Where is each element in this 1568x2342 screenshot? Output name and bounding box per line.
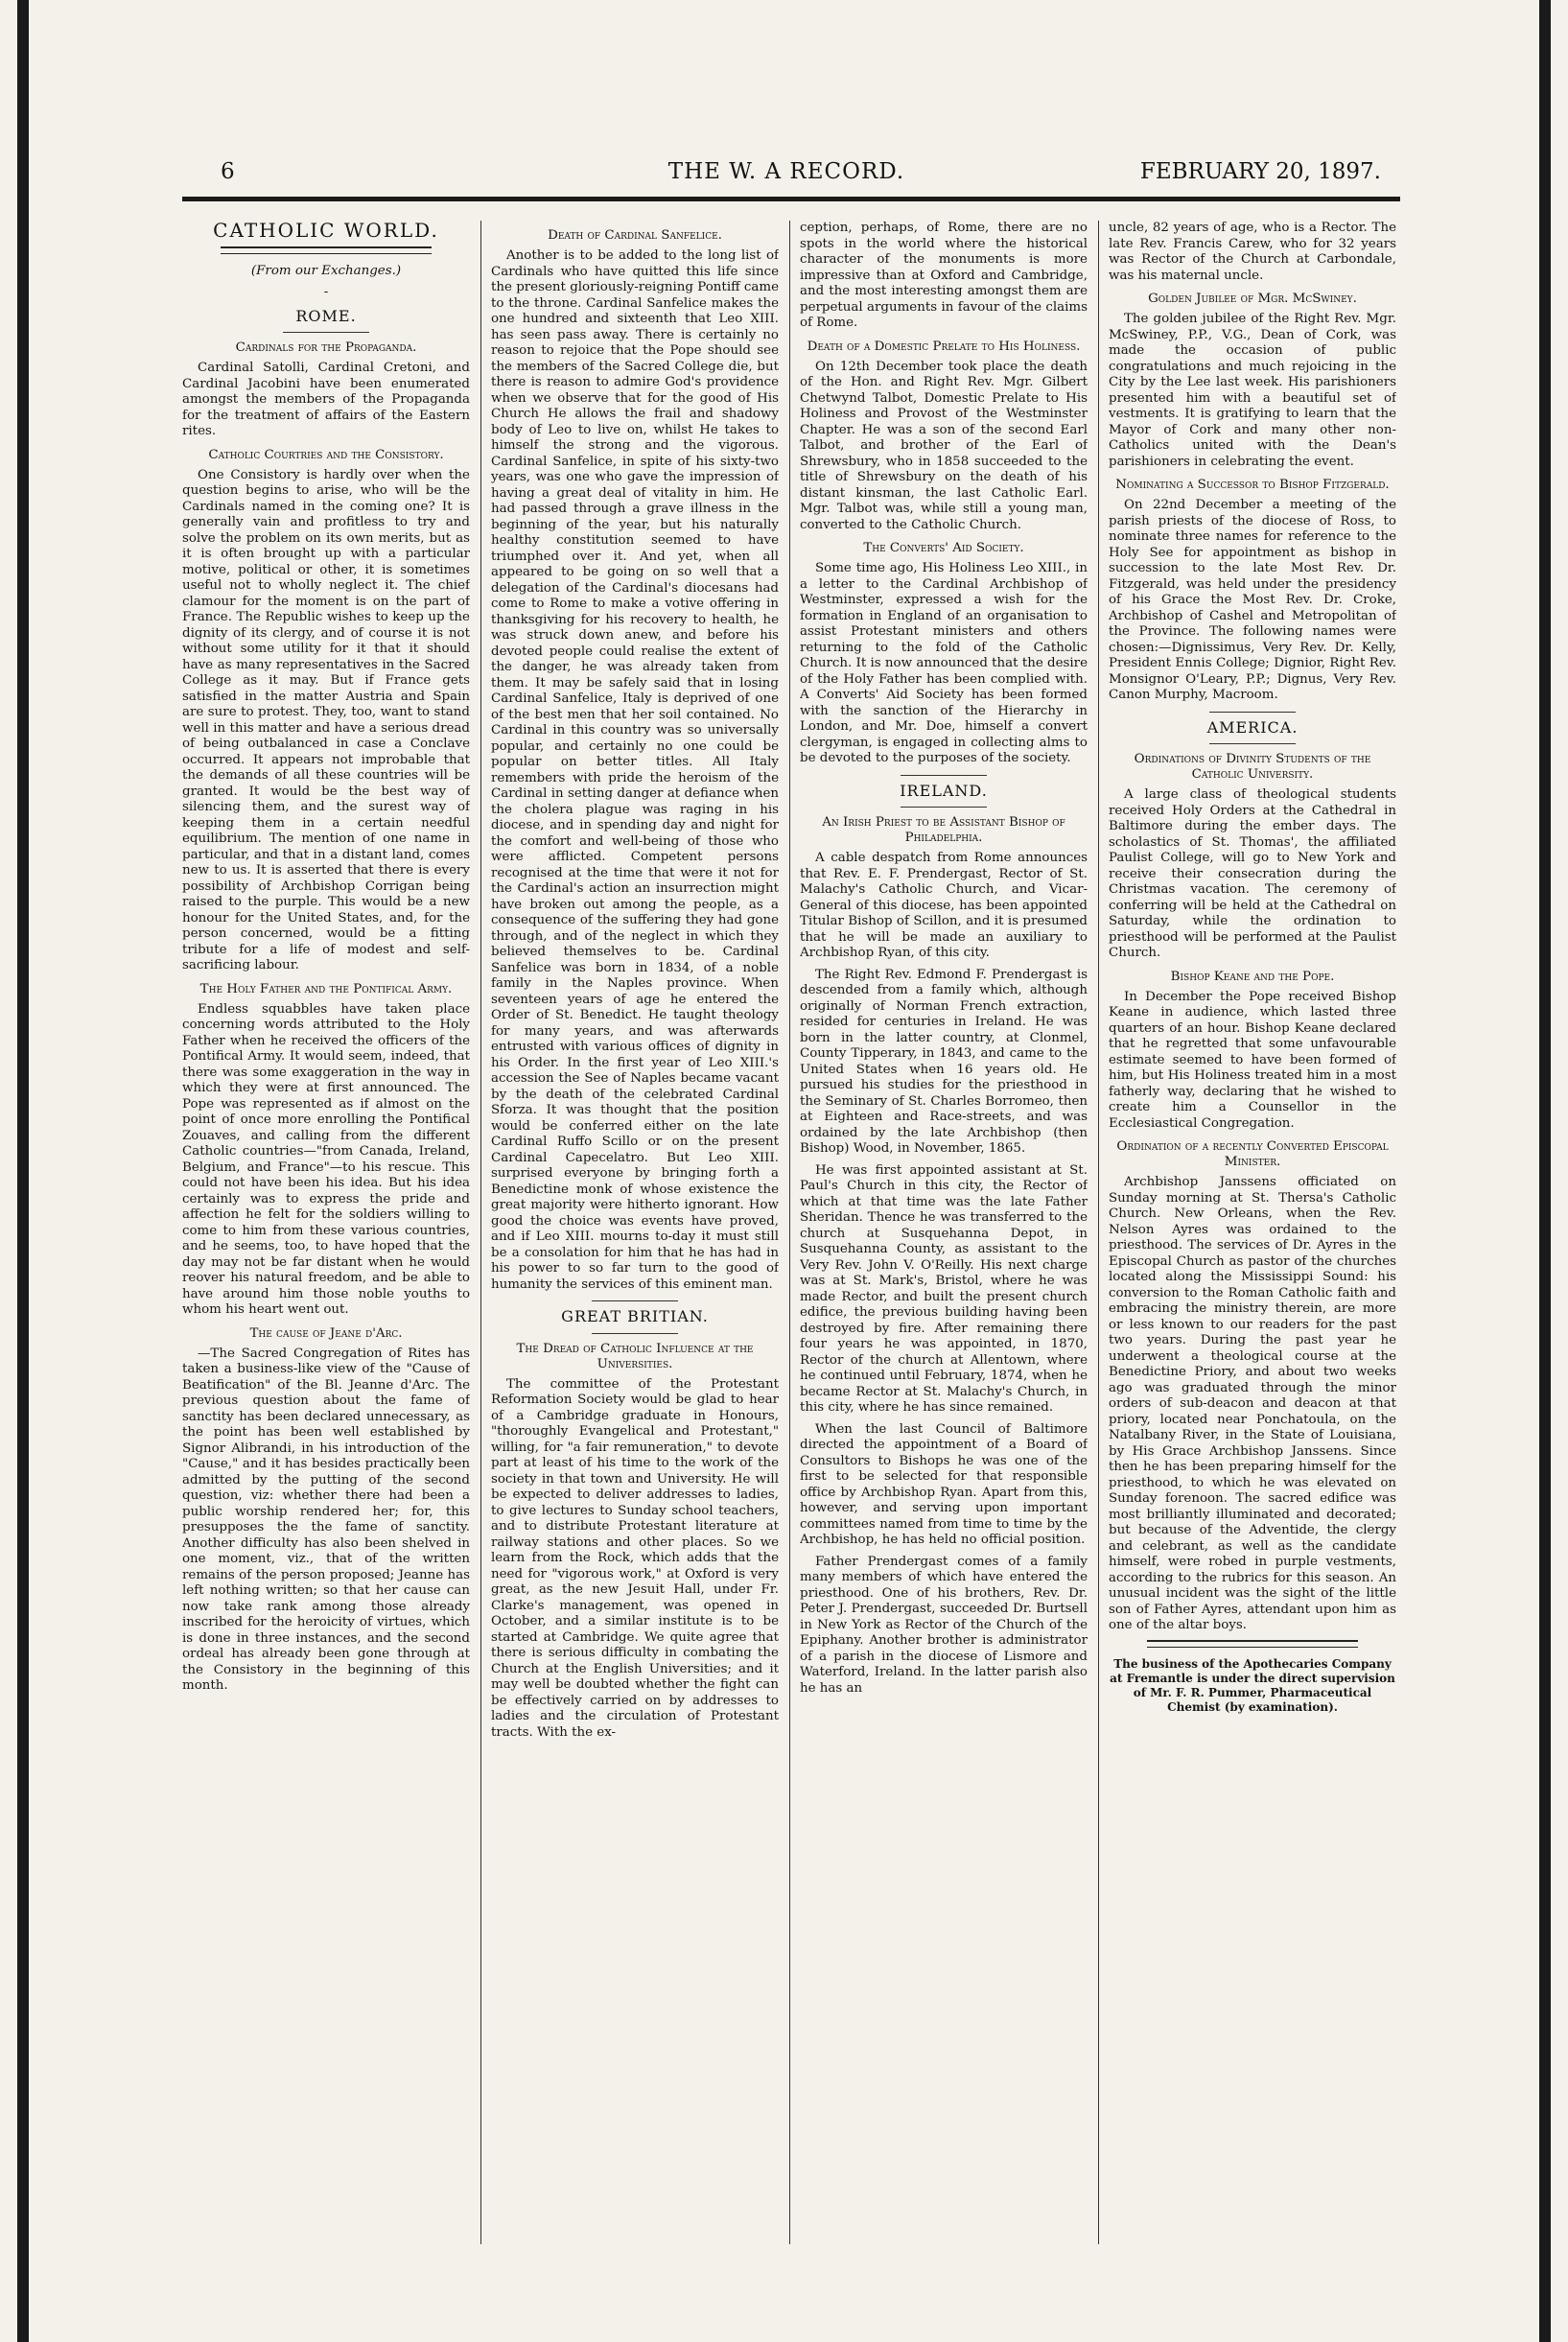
article-text: Another is to be added to the long list of Cardinals who have quitted this life since the present gloriously-reigning Pontiff came to the throne. Cardinal Sanfelice makes the one hundred and sixteenth that Leo XIII. has seen pass away. There is certainly no reason to rejoice that the Pope should see the members of the Sacred College die, but there is reason to admire God's providence when we observe that for the good of His Church He allows the frail and shadowy body of Leo to live on, whilst He takes to himself the strong and the vigorous. Cardinal Sanfelice, in spite of his sixty-two years, was one who gave the impression of having a great deal of vitality in him. He had passed through a grave illness in the beginning of the year, but his naturally healthy constitution seemed to have triumphed over it. And yet, when all appeared to be going on so well that a delegation of the Cardinal's diocesans had come to Rome to make a votive offering in thanksgiving for his recovery to health, he was struck down anew, and before his devoted people could realise the extent of the danger, he was already taken from them. It may be safely said that in losing Cardinal Sanfelice, Italy is deprived of one of the best men that her soil contained. No Cardinal in this country was so universally popular, and certainly no one could be popular on better titles. All Italy remembers with pride the heroism of the Cardinal in setting danger at defiance when the cholera plague was raging in his diocese, and in spending day and night for the comfort and well-being of those who were afflicted. Competent persons recognised at the time that were it not for the Cardinal's action an insurrection might have broken out among the people, as a consequence of the suffering they had gone through, and of the neglect in which they believed themselves to be. Cardinal Sanfelice was born in 1834, of a noble family in the Naples province. When seventeen years of age he entered the Order of St. Benedict. He taught theology for many years, and was afterwards entrusted with various offices of dignity in his Order. In the first year of Leo XIII.'s accession the See of Naples became vacant by the death of the celebrated Cardinal Sforza. It was thought that the position would be conferred either on the late Cardinal Ruffo Scillo or on the present Cardinal Capecelatro. But Leo XIII. surprised everyone by bringing forth a Benedictine monk of whose existence the great majority were hitherto ignorant. How good the choice was events have proved, and if Leo XIII. mourns to-day it must still be a consolation for him that he has had in his power to so far turn to the good of humanity the services of this eminent man. [491,248,779,1292]
column-3 [800,221,1088,2244]
columns [182,221,1400,2244]
section-title: CATHOLIC WORLD. [213,221,439,242]
article-heading: The Holy Father and the Pontifical Army. [199,981,453,996]
divider [592,1333,678,1334]
article-heading: Ordination of a recently Converted Episcopal Minister. [1116,1139,1389,1169]
ornament-rule [221,246,432,254]
article-text: A large class of theological students received Holy Orders at the Cathedral in Baltimore during the ember days. The scholastics of St. Thomas', the affiliated Paulist College, will go to New York and receive their consecration during the Christmas vacation. The ceremony of conferring will be held at the Cathedral on Saturday, while the ordination to priesthood will be performed at the Paulist Church. [1109,787,1396,960]
divider [592,1300,678,1301]
ornament-rule [1147,1640,1358,1648]
section-heading: IRELAND. [900,781,988,800]
article-text: The golden jubilee of the Right Rev. Mgr. McSwiney, P.P., V.G., Dean of Cork, was made the occasion of public congratulations and much rejoicing in the City by the Lee last week. His parishioners presented him with a beautiful set of vestments. It is gratifying to learn that the Mayor of Cork and many other non-Catholics united with the Dean's parishioners in celebrating the event. [1109,312,1396,469]
article-heading: Golden Jubilee of Mgr. McSwiney. [1148,292,1357,306]
article-heading: Ordinations of Divinity Students of the Catholic University. [1134,752,1371,782]
column-4 [1109,221,1396,2244]
article-heading: The Converts' Aid Society. [863,541,1024,555]
article-heading: Bishop Keane and the Pope. [1170,969,1335,984]
article-heading: Cardinals for the Propaganda. [235,340,417,355]
dash: - [323,285,329,299]
article-text: The committee of the Protestant Reformation Society would be glad to hear of a Cambridge graduate in Honours, "thoroughly Evangelical and Protestant," willing, for "a fair remuneration," to devote part at least of his time to the work of the society in that town and University. He will be expected to deliver addresses to ladies, to give lectures to Sunday school teachers, and to distribute Protestant literature at railway stations and other places. So we learn from the Rock, which adds that the need for "vigorous work," at Oxford is very great, as the new Jesuit Hall, under Fr. Clarke's management, was opened in October, and a similar institute is to be started at Cambridge. We quite agree that there is serious difficulty in combating the Church at the English Universities; and it may well be doubted whether the fight can be effectively carried on by addresses to ladies and the circulation of Protestant tracts. With the ex- [491,1376,779,1740]
divider [1209,743,1296,744]
article-heading: An Irish Priest to be Assistant Bishop of Philadelphia. [822,815,1065,845]
page-header [182,153,1400,192]
article-text: In December the Pope received Bishop Keane in audience, which lasted three quarters of an hour. Bishop Keane declared that he regretted that some unfavourable estimate seemed to have been formed of him, but His Holiness treated him in a most fatherly way, declaring that he wished to create him a Counsellor in the Ecclesiastical Congregation. [1109,989,1396,1131]
article-text: A cable despatch from Rome announces that Rev. E. F. Prendergast, Rector of St. Malachy's Catholic Church, and Vicar-General of this diocese, has been appointed Titular Bishop of Scillon, and it is presumed that he will be made an auxiliary to Archbishop Ryan, of this city. [800,851,1088,960]
article-text: The Right Rev. Edmond F. Prendergast is descended from a family which, although originally of Norman French extraction, resided for centuries in Ireland. He was born in the latter country, at Clonmel, County Tipperary, in 1843, and came to the United States when 16 years old. He pursued his studies for the priesthood in the Seminary of St. Charles Borromeo, then at Eighteen and Race-streets, and was ordained by the late Archbishop (then Bishop) Wood, in November, 1865. [800,967,1088,1156]
header-rule [182,197,1400,201]
article-text: One Consistory is hardly over when the question begins to arise, who will be the Cardinals named in the coming one? It is generally vain and profitless to try and solve the problem on its own merits, but as it is often brought up with a particular motive, political or other, it is sometimes useful not to wholly neglect it. The chief clamour for the moment is on the part of France. The Republic wishes to keep up the dignity of its clergy, and of course it is not without some utility for it that it should have as many representatives in the Sacred College as it may. But if France gets satisfied in the matter Austria and Spain are sure to protest. They, too, want to stand well in this matter and have a serious dread of being outbalanced in case a Conclave occurred. It appears not improbable that the demands of all these countries will be granted. It would be the best way of silencing them, and the surest way of keeping them in a certain needful equilibrium. The mention of one name in particular, and that in a distant land, comes new to us. It is asserted that there is every possibility of Archbishop Corrigan being raised to the purple. This would be a new honour for the United States, and, for the person concerned, would be a fitting tribute for a life of modest and self-sacrificing labour. [182,467,470,972]
column-1 [182,221,470,2244]
article-text: ception, perhaps, of Rome, there are no spots in the world where the historical character of the monuments is more impressive than at Oxford and Cambridge, and the most interesting amongst them are perpetual arguments in favour of the claims of Rome. [800,221,1088,330]
article-heading: The Dread of Catholic Influence at the Universities. [516,1341,754,1371]
subtitle: (From our Exchanges.) [250,263,402,278]
newspaper-page [182,153,1400,2263]
article-text: —The Sacred Congregation of Rites has taken a business-like view of the "Cause of Beatification" of the Bl. Jeanne d'Arc. The previous question about the fame of sanctity has been declared unnecessary, as the point has been well established by Signor Alibrandi, in his introduction of the "Cause," and it has besides practically been admitted by the putting of the second question, viz: whether there had been a public worship rendered her; for, this presupposes the the fame of sanctity. Another difficulty has also been shelved in one moment, viz., that of the written remains of the person proposed; Jeanne has left nothing written; so that her cause can now take rank among those already inscribed for the heroicity of virtues, which is done in three instances, and the second ordeal has already been gone through at the Consistory in the beginning of this month. [182,1346,470,1693]
article-text: Endless squabbles have taken place concerning words attributed to the Holy Father when he received the officers of the Pontifical Army. It would seem, indeed, that there was some exaggeration in the way in which they were at first announced. The Pope was represented as if almost on the point of once more enrolling the Pontifical Zouaves, and calling from the different Catholic countries—"from Canada, Ireland, Belgium, and France"—to his rescue. This could not have been his idea. But his idea certainly was to express the pride and affection he felt for the soldiers willing to come to him from these various countries, and he seems, too, to have hoped that the day may not be far distant when he would reover his natural freedom, and be able to have around him those noble youths to whom his heart went out. [182,1001,470,1317]
section-heading: ROME. [295,306,357,325]
article-text: Some time ago, His Holiness Leo XIII., in a letter to the Cardinal Archbishop of Westminster, expressed a wish for the formation in England of an organisation to assist Protestant ministers and others returning to the fold of the Catholic Church. It is now announced that the desire of the Holy Father has been complied with. A Converts' Aid Society has been formed with the sanction of the Hierarchy in London, and Mr. Doe, himself a convert clergyman, is engaged in collecting alms to be devoted to the purposes of the society. [800,561,1088,765]
page-number: 6 [221,159,235,184]
article-text: He was first appointed assistant at St. Paul's Church in this city, the Rector of which at that time was the late Father Sheridan. Thence he was transferred to the church at Susquehanna Depot, in Susquehanna County, as assistant to the Very Rev. John V. O'Reilly. His next charge was at St. Mark's, Bristol, where he was made Rector, and built the present church edifice, the previous building having been destroyed by fire. After remaining there four years he was appointed, in 1870, Rector of the church at Allentown, where he continued until February, 1874, when he became Rector at St. Malachy's Church, in this city, where he has since remained. [800,1162,1088,1415]
issue-date: FEBRUARY 20, 1897. [1139,159,1381,184]
newspaper-title: THE W. A RECORD. [667,159,905,184]
article-text: On 12th December took place the death of the Hon. and Right Rev. Mgr. Gilbert Chetwynd Talbot, Domestic Prelate to His Holiness and Provost of the Westminster Chapter. He was a son of the second Earl Talbot, and brother of the Earl of Shrewsbury, who in 1858 succeeded to the title of Shrewsbury on the death of his distant kinsman, the last Catholic Earl. Mgr. Talbot was, while still a young man, converted to the Catholic Church. [800,359,1088,532]
article-text: Archbishop Janssens officiated on Sunday morning at St. Thersa's Catholic Church. New Orleans, when the Rev. Nelson Ayres was ordained to the priesthood. The services of Dr. Ayres in the Episcopal Church as pastor of the churches located along the Mississippi Sound: his conversion to the Roman Catholic faith and embracing the ministry therein, are more or less known to our readers for the past two years. During the past year he underwent a theological course at the Benedictine Priory, and about two weeks ago was graduated through the minor orders of sub-deacon and deacon at that priory, located near Ponchatoula, on the Natalbany River, in the State of Louisiana, by His Grace Archbishop Janssens. Since then he has been preparing himself for the priesthood, to which he was elevated on Sunday forenoon. The sacred edifice was most brilliantly illuminated and decorated; but because of the Adventide, the clergy and celebrant, as well as the candidate himself, were robed in purple vestments, according to the rubrics for this season. An unusual incident was the sight of the little son of Father Ayres, attendant upon him as one of the altar boys. [1109,1175,1396,1632]
article-heading: Catholic Courtries and the Consistory. [208,447,444,462]
divider [1209,712,1296,713]
page-frame-left [17,0,29,2342]
article-text: Cardinal Satolli, Cardinal Cretoni, and Cardinal Jacobini have been enumerated amongst the members of the Propaganda for the treatment of affairs of the Eastern rites. [182,361,470,438]
section-heading: AMERICA. [1206,717,1299,737]
section-heading: GREAT BRITIAN. [561,1307,709,1325]
article-heading: Death of Cardinal Sanfelice. [548,228,722,243]
advertisement-note: The business of the Apothecaries Company at Fremantle is under the direct supervision of Mr. F. R. Pummer, Pharmaceutical Chemist (by examination). [1110,1656,1395,1714]
divider [901,775,987,776]
article-heading: Death of a Domestic Prelate to His Holiness. [807,339,1081,354]
article-text: On 22nd December a meeting of the parish priests of the diocese of Ross, to nominate three names for reference to the Holy See for appointment as bishop in succession to the late Most Rev. Dr. Fitzgerald, was held under the presidency of his Grace the Most Rev. Dr. Croke, Archbishop of Cashel and Metropolitan of the Province. The following names were chosen:—Dignissimus, Very Rev. Dr. Kelly, President Ennis College; Dignior, Right Rev. Monsignor O'Leary, P.P.; Dignus, Very Rev. Canon Murphy, Macroom. [1109,498,1396,702]
divider [283,332,369,333]
page-frame-right [1539,0,1551,2342]
article-text: When the last Council of Baltimore directed the appointment of a Board of Consultors to Bishops he was one of the first to be selected for that responsible office by Archbishop Ryan. Apart from this, however, and serving upon important committees named from time to time by the Archbishop, he has held no official position. [800,1421,1088,1547]
article-heading: The cause of Jeane d'Arc. [249,1325,403,1341]
column-2 [491,221,779,2244]
article-heading: Nominating a Successor to Bishop Fitzgerald. [1115,478,1390,492]
article-text: Father Prendergast comes of a family many members of which have entered the priesthood. One of his brothers, Rev. Dr. Peter J. Prendergast, succeeded Dr. Burtsell in New York as Rector of the Church of the Epiphany. Another brother is administrator of a parish in the diocese of Lismore and Waterford, Ireland. In the latter parish also he has an [800,1554,1088,1696]
divider [901,807,987,808]
article-text: uncle, 82 years of age, who is a Rector. The late Rev. Francis Carew, who for 32 years was Rector of the Church at Carbondale, was his maternal uncle. [1109,221,1396,283]
